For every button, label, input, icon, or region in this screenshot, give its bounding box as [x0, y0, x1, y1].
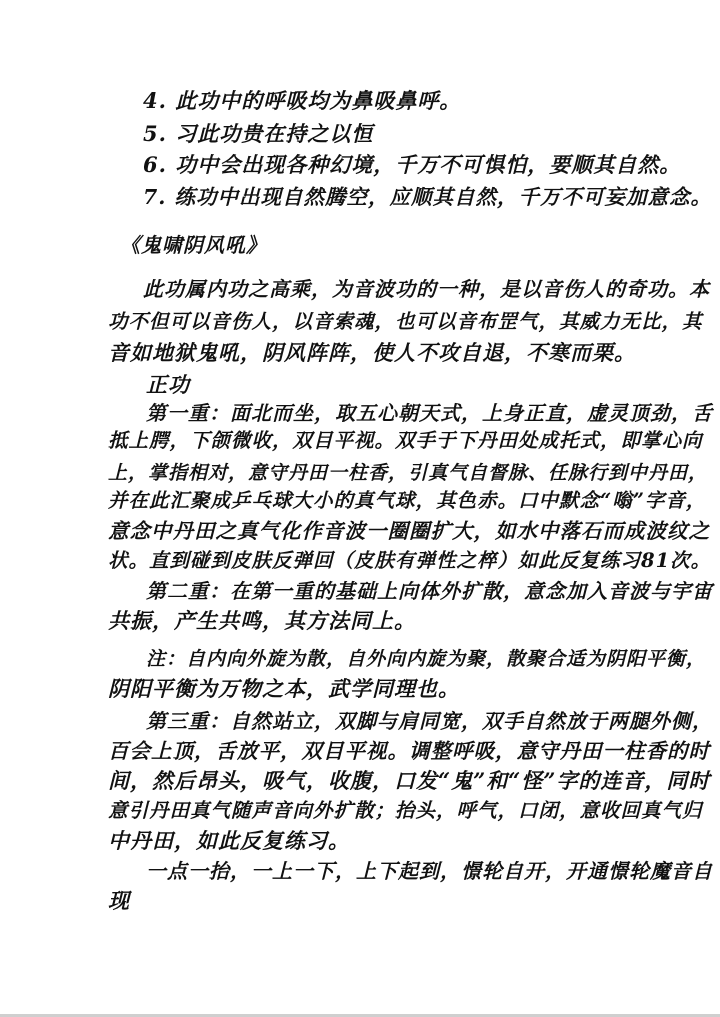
step3-line-5: 中丹田，如此反复练习。 — [108, 828, 350, 853]
closing-line-2: 现 — [108, 888, 130, 913]
list-item-5: 5. 习此功贵在持之以恒 — [143, 121, 374, 146]
step2-line-2: 共振，产生共鸣，其方法同上。 — [108, 608, 416, 633]
list-item-7: 7. 练功中出现自然腾空，应顺其自然，千万不可妄加意念。 — [143, 185, 713, 209]
list-item-4: 4. 此功中的呼吸均为鼻吸鼻呼。 — [143, 88, 462, 113]
step3-line-3: 间，然后昂头，吸气，收腹，口发“鬼”和“怪”字的连音，同时 — [108, 768, 711, 793]
step1-line-6: 状。直到碰到皮肤反弹回（皮肤有弹性之椊）如此反复练习81次。 — [108, 549, 712, 572]
step3-line-2: 百会上顶，舌放平，双目平视。调整呼吸，意守丹田一柱香的时 — [108, 739, 710, 763]
step1-line-1: 第一重：面北而坐，取五心朝天式，上身正直，虚灵顶劲，舌 — [146, 401, 713, 425]
note-line-1: 注：自内向外旋为散，自外向内旋为聚，散聚合适为阴阳平衡， — [146, 648, 707, 670]
step3-line-4: 意引丹田真气随声音向外扩散；抬头，呼气，口闭，意收回真气归 — [108, 799, 703, 822]
section-title: 《鬼啸阴风吼》 — [120, 233, 267, 257]
intro-line-2: 功不但可以音伤人，以音索魂，也可以音布罡气，其威力无比，其 — [108, 310, 703, 333]
zhenggong-label: 正功 — [146, 372, 190, 397]
step1-line-2: 抵上腭，下颌微收，双目平视。双手于下丹田处成托式，即掌心向 — [108, 429, 703, 452]
step2-line-1: 第二重：在第一重的基础上向体外扩散，意念加入音波与宇宙 — [146, 579, 713, 603]
step1-line-3: 上，掌指相对，意守丹田一柱香，引真气自督脉、任脉行到中丹田， — [108, 462, 709, 484]
intro-line-3: 音如地狱鬼吼，阴风阵阵，使人不攻自退，不寒而栗。 — [108, 340, 636, 365]
step3-line-1: 第三重：自然站立，双脚与肩同宽，双手自然放于两腿外侧， — [146, 709, 713, 733]
step1-line-5: 意念中丹田之真气化作音波一圈圈扩大，如水中落石而成波纹之 — [108, 519, 710, 543]
list-item-6: 6. 功中会出现各种幻境，千万不可惧怕，要顺其自然。 — [143, 152, 682, 177]
note-line-2: 阴阳平衡为万物之本，武学同理也。 — [108, 676, 460, 701]
intro-line-1: 此功属内功之高乘，为音波功的一种，是以音伤人的奇功。本 — [143, 277, 710, 301]
step1-line-4: 并在此汇聚成乒乓球大小的真气球，其色赤。口中默念“嗡”字音， — [108, 489, 707, 512]
closing-line-1: 一点一抬，一上一下，上下起到，憬轮自开，开通憬轮魔音自 — [146, 859, 713, 883]
